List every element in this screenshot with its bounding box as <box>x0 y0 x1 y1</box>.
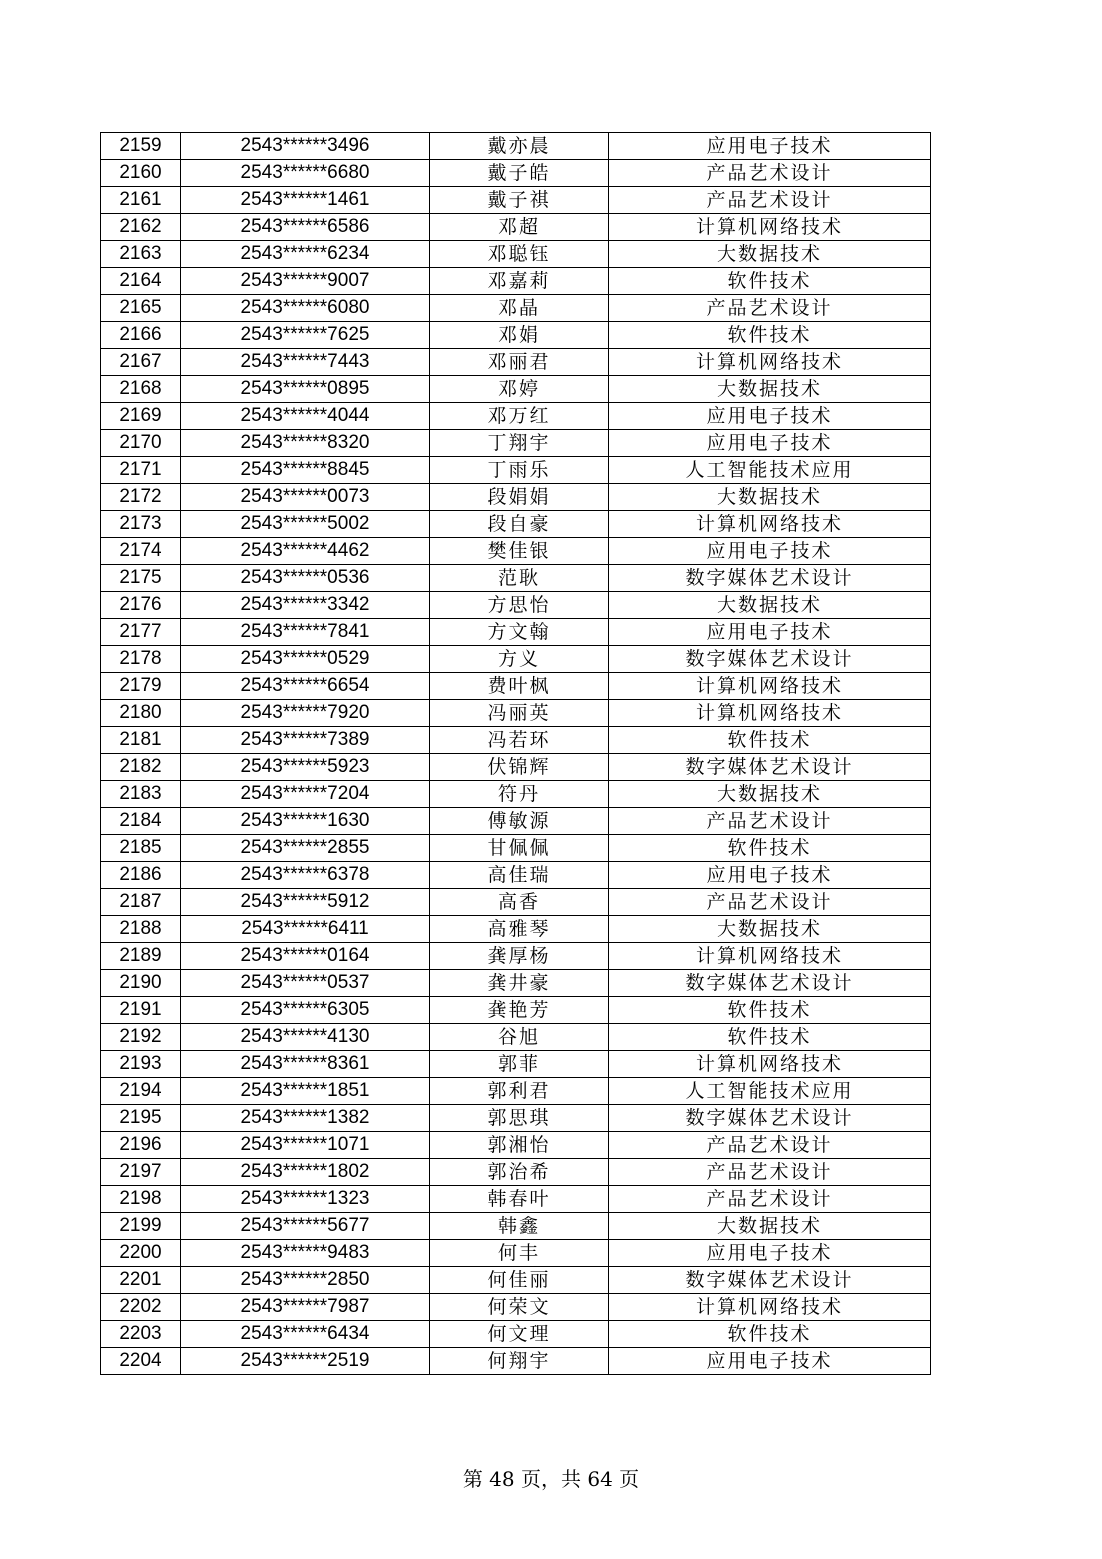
row-number: 2187 <box>101 889 181 916</box>
table-row <box>101 1294 931 1321</box>
masked-id: 2543******7443 <box>181 349 430 376</box>
table-row <box>101 214 931 241</box>
table-row <box>101 1078 931 1105</box>
major-name: 应用电子技术 <box>609 538 931 565</box>
major-name: 大数据技术 <box>609 376 931 403</box>
student-roster-table <box>100 132 931 1375</box>
student-name: 高雅琴 <box>430 916 609 943</box>
table-row <box>101 187 931 214</box>
row-number: 2199 <box>101 1213 181 1240</box>
student-name: 方义 <box>430 646 609 673</box>
major-name: 计算机网络技术 <box>609 943 931 970</box>
row-number: 2179 <box>101 673 181 700</box>
row-number: 2193 <box>101 1051 181 1078</box>
major-name: 产品艺术设计 <box>609 1159 931 1186</box>
student-name: 伏锦辉 <box>430 754 609 781</box>
row-number: 2202 <box>101 1294 181 1321</box>
student-name: 郭利君 <box>430 1078 609 1105</box>
major-name: 应用电子技术 <box>609 403 931 430</box>
major-name: 产品艺术设计 <box>609 187 931 214</box>
major-name: 大数据技术 <box>609 916 931 943</box>
masked-id: 2543******6378 <box>181 862 430 889</box>
masked-id: 2543******4462 <box>181 538 430 565</box>
major-name: 计算机网络技术 <box>609 349 931 376</box>
student-name: 符丹 <box>430 781 609 808</box>
masked-id: 2543******0536 <box>181 565 430 592</box>
table-row <box>101 727 931 754</box>
student-name: 邓嘉莉 <box>430 268 609 295</box>
student-name: 段娟娟 <box>430 484 609 511</box>
masked-id: 2543******1851 <box>181 1078 430 1105</box>
student-name: 高香 <box>430 889 609 916</box>
major-name: 数字媒体艺术设计 <box>609 1105 931 1132</box>
student-name: 方思怡 <box>430 592 609 619</box>
student-name: 傅敏源 <box>430 808 609 835</box>
table-row <box>101 1348 931 1375</box>
table-row <box>101 295 931 322</box>
student-name: 龚井豪 <box>430 970 609 997</box>
masked-id: 2543******8320 <box>181 430 430 457</box>
student-name: 邓丽君 <box>430 349 609 376</box>
masked-id: 2543******0073 <box>181 484 430 511</box>
table-row <box>101 1321 931 1348</box>
major-name: 软件技术 <box>609 997 931 1024</box>
masked-id: 2543******1382 <box>181 1105 430 1132</box>
masked-id: 2543******5912 <box>181 889 430 916</box>
masked-id: 2543******6434 <box>181 1321 430 1348</box>
row-number: 2200 <box>101 1240 181 1267</box>
student-name: 邓婷 <box>430 376 609 403</box>
table-row <box>101 1267 931 1294</box>
student-name: 何翔宇 <box>430 1348 609 1375</box>
row-number: 2167 <box>101 349 181 376</box>
row-number: 2185 <box>101 835 181 862</box>
student-name: 丁雨乐 <box>430 457 609 484</box>
major-name: 软件技术 <box>609 727 931 754</box>
row-number: 2173 <box>101 511 181 538</box>
masked-id: 2543******0537 <box>181 970 430 997</box>
table-row <box>101 133 931 160</box>
masked-id: 2543******1461 <box>181 187 430 214</box>
row-number: 2166 <box>101 322 181 349</box>
row-number: 2175 <box>101 565 181 592</box>
major-name: 计算机网络技术 <box>609 511 931 538</box>
masked-id: 2543******6680 <box>181 160 430 187</box>
row-number: 2204 <box>101 1348 181 1375</box>
student-name: 冯若环 <box>430 727 609 754</box>
student-name: 邓万红 <box>430 403 609 430</box>
student-name: 郭菲 <box>430 1051 609 1078</box>
major-name: 计算机网络技术 <box>609 1294 931 1321</box>
masked-id: 2543******5677 <box>181 1213 430 1240</box>
major-name: 大数据技术 <box>609 241 931 268</box>
masked-id: 2543******7920 <box>181 700 430 727</box>
table-row <box>101 511 931 538</box>
row-number: 2170 <box>101 430 181 457</box>
student-name: 郭思琪 <box>430 1105 609 1132</box>
major-name: 数字媒体艺术设计 <box>609 1267 931 1294</box>
masked-id: 2543******9483 <box>181 1240 430 1267</box>
student-name: 戴子祺 <box>430 187 609 214</box>
student-name: 樊佳银 <box>430 538 609 565</box>
masked-id: 2543******4130 <box>181 1024 430 1051</box>
row-number: 2184 <box>101 808 181 835</box>
major-name: 大数据技术 <box>609 592 931 619</box>
table-row <box>101 349 931 376</box>
major-name: 软件技术 <box>609 322 931 349</box>
table-row <box>101 1051 931 1078</box>
masked-id: 2543******7987 <box>181 1294 430 1321</box>
student-name: 邓聪钰 <box>430 241 609 268</box>
major-name: 应用电子技术 <box>609 1348 931 1375</box>
table-row <box>101 457 931 484</box>
student-name: 费叶枫 <box>430 673 609 700</box>
row-number: 2192 <box>101 1024 181 1051</box>
student-name: 冯丽英 <box>430 700 609 727</box>
major-name: 计算机网络技术 <box>609 1051 931 1078</box>
masked-id: 2543******6305 <box>181 997 430 1024</box>
major-name: 产品艺术设计 <box>609 1186 931 1213</box>
major-name: 产品艺术设计 <box>609 808 931 835</box>
masked-id: 2543******5002 <box>181 511 430 538</box>
major-name: 应用电子技术 <box>609 619 931 646</box>
table-row <box>101 484 931 511</box>
major-name: 数字媒体艺术设计 <box>609 565 931 592</box>
table-row <box>101 538 931 565</box>
major-name: 数字媒体艺术设计 <box>609 970 931 997</box>
masked-id: 2543******4044 <box>181 403 430 430</box>
row-number: 2198 <box>101 1186 181 1213</box>
table-row <box>101 592 931 619</box>
major-name: 软件技术 <box>609 1024 931 1051</box>
major-name: 应用电子技术 <box>609 1240 931 1267</box>
row-number: 2165 <box>101 295 181 322</box>
table-row <box>101 268 931 295</box>
major-name: 大数据技术 <box>609 781 931 808</box>
masked-id: 2543******2855 <box>181 835 430 862</box>
masked-id: 2543******0164 <box>181 943 430 970</box>
row-number: 2203 <box>101 1321 181 1348</box>
table-row <box>101 1159 931 1186</box>
row-number: 2189 <box>101 943 181 970</box>
row-number: 2177 <box>101 619 181 646</box>
table-row <box>101 403 931 430</box>
major-name: 产品艺术设计 <box>609 889 931 916</box>
row-number: 2197 <box>101 1159 181 1186</box>
major-name: 产品艺术设计 <box>609 295 931 322</box>
table-row <box>101 160 931 187</box>
table-row <box>101 835 931 862</box>
student-name: 段自豪 <box>430 511 609 538</box>
table-row <box>101 916 931 943</box>
row-number: 2163 <box>101 241 181 268</box>
table-row <box>101 943 931 970</box>
row-number: 2160 <box>101 160 181 187</box>
row-number: 2171 <box>101 457 181 484</box>
table-row <box>101 997 931 1024</box>
row-number: 2168 <box>101 376 181 403</box>
student-name: 郭治希 <box>430 1159 609 1186</box>
row-number: 2169 <box>101 403 181 430</box>
major-name: 人工智能技术应用 <box>609 1078 931 1105</box>
student-name: 何文理 <box>430 1321 609 1348</box>
table-row <box>101 1186 931 1213</box>
student-name: 邓超 <box>430 214 609 241</box>
masked-id: 2543******2519 <box>181 1348 430 1375</box>
row-number: 2172 <box>101 484 181 511</box>
masked-id: 2543******3342 <box>181 592 430 619</box>
row-number: 2186 <box>101 862 181 889</box>
page-footer: 第 48 页，共 64 页 <box>462 1467 640 1491</box>
table-row <box>101 619 931 646</box>
masked-id: 2543******6586 <box>181 214 430 241</box>
row-number: 2182 <box>101 754 181 781</box>
student-name: 高佳瑞 <box>430 862 609 889</box>
masked-id: 2543******0895 <box>181 376 430 403</box>
major-name: 软件技术 <box>609 1321 931 1348</box>
row-number: 2181 <box>101 727 181 754</box>
major-name: 计算机网络技术 <box>609 214 931 241</box>
row-number: 2162 <box>101 214 181 241</box>
student-name: 范耿 <box>430 565 609 592</box>
major-name: 计算机网络技术 <box>609 700 931 727</box>
table-row <box>101 700 931 727</box>
table-row <box>101 322 931 349</box>
row-number: 2194 <box>101 1078 181 1105</box>
row-number: 2183 <box>101 781 181 808</box>
table-row <box>101 646 931 673</box>
row-number: 2176 <box>101 592 181 619</box>
masked-id: 2543******6234 <box>181 241 430 268</box>
student-name: 何丰 <box>430 1240 609 1267</box>
major-name: 人工智能技术应用 <box>609 457 931 484</box>
major-name: 数字媒体艺术设计 <box>609 754 931 781</box>
student-name: 韩鑫 <box>430 1213 609 1240</box>
masked-id: 2543******5923 <box>181 754 430 781</box>
student-name: 方文翰 <box>430 619 609 646</box>
row-number: 2159 <box>101 133 181 160</box>
major-name: 软件技术 <box>609 835 931 862</box>
major-name: 应用电子技术 <box>609 430 931 457</box>
masked-id: 2543******8361 <box>181 1051 430 1078</box>
table-row <box>101 673 931 700</box>
student-name: 丁翔宇 <box>430 430 609 457</box>
major-name: 数字媒体艺术设计 <box>609 646 931 673</box>
table-row <box>101 970 931 997</box>
student-name: 邓晶 <box>430 295 609 322</box>
row-number: 2161 <box>101 187 181 214</box>
table-row <box>101 808 931 835</box>
student-name: 甘佩佩 <box>430 835 609 862</box>
masked-id: 2543******7389 <box>181 727 430 754</box>
table-row <box>101 781 931 808</box>
row-number: 2178 <box>101 646 181 673</box>
student-name: 韩春叶 <box>430 1186 609 1213</box>
student-name: 何荣文 <box>430 1294 609 1321</box>
masked-id: 2543******6654 <box>181 673 430 700</box>
row-number: 2190 <box>101 970 181 997</box>
student-name: 邓娟 <box>430 322 609 349</box>
table-row <box>101 1240 931 1267</box>
row-number: 2164 <box>101 268 181 295</box>
row-number: 2191 <box>101 997 181 1024</box>
table-row <box>101 889 931 916</box>
table-row <box>101 376 931 403</box>
student-name: 谷旭 <box>430 1024 609 1051</box>
table-row <box>101 1213 931 1240</box>
table-row <box>101 1024 931 1051</box>
masked-id: 2543******7204 <box>181 781 430 808</box>
student-name: 何佳丽 <box>430 1267 609 1294</box>
major-name: 应用电子技术 <box>609 133 931 160</box>
table-row <box>101 565 931 592</box>
student-name: 戴亦晨 <box>430 133 609 160</box>
table-row <box>101 754 931 781</box>
table-row <box>101 430 931 457</box>
major-name: 大数据技术 <box>609 484 931 511</box>
masked-id: 2543******0529 <box>181 646 430 673</box>
student-name: 龚艳芳 <box>430 997 609 1024</box>
major-name: 软件技术 <box>609 268 931 295</box>
row-number: 2195 <box>101 1105 181 1132</box>
row-number: 2188 <box>101 916 181 943</box>
table-row <box>101 1132 931 1159</box>
roster-body <box>101 133 931 1375</box>
row-number: 2174 <box>101 538 181 565</box>
major-name: 产品艺术设计 <box>609 160 931 187</box>
masked-id: 2543******3496 <box>181 133 430 160</box>
masked-id: 2543******1630 <box>181 808 430 835</box>
masked-id: 2543******6411 <box>181 916 430 943</box>
major-name: 大数据技术 <box>609 1213 931 1240</box>
major-name: 产品艺术设计 <box>609 1132 931 1159</box>
student-name: 戴子皓 <box>430 160 609 187</box>
major-name: 计算机网络技术 <box>609 673 931 700</box>
row-number: 2201 <box>101 1267 181 1294</box>
masked-id: 2543******7841 <box>181 619 430 646</box>
masked-id: 2543******9007 <box>181 268 430 295</box>
student-name: 龚厚杨 <box>430 943 609 970</box>
masked-id: 2543******1802 <box>181 1159 430 1186</box>
table-row <box>101 241 931 268</box>
table-row <box>101 862 931 889</box>
masked-id: 2543******1071 <box>181 1132 430 1159</box>
masked-id: 2543******7625 <box>181 322 430 349</box>
masked-id: 2543******1323 <box>181 1186 430 1213</box>
row-number: 2180 <box>101 700 181 727</box>
row-number: 2196 <box>101 1132 181 1159</box>
masked-id: 2543******6080 <box>181 295 430 322</box>
masked-id: 2543******8845 <box>181 457 430 484</box>
student-name: 郭湘怡 <box>430 1132 609 1159</box>
table-row <box>101 1105 931 1132</box>
major-name: 应用电子技术 <box>609 862 931 889</box>
masked-id: 2543******2850 <box>181 1267 430 1294</box>
